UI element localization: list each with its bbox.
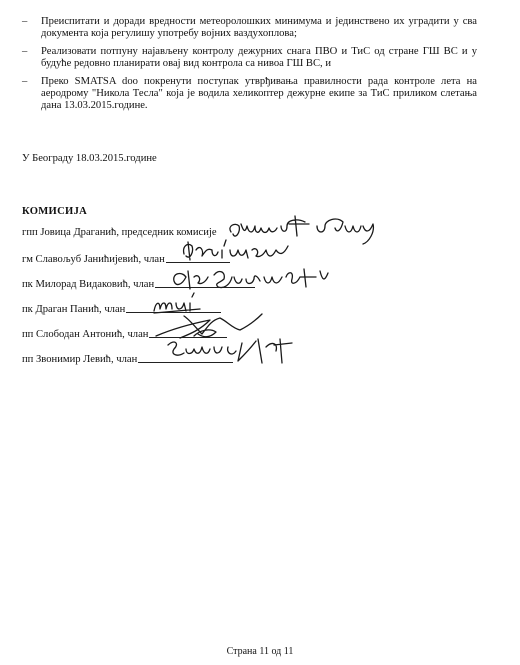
member-name: гпп Јовица Драганић, председник комисије: [22, 227, 217, 238]
list-item-text: Преиспитати и доради вредности метеоролошких минимума и јединствено их уградити у сва документа која регулишу употребу војних ваздухоплова;: [41, 16, 477, 40]
bullet-dash: –: [22, 45, 28, 57]
list-item: [22, 16, 477, 41]
list-item-text: Реализовати потпуну најављену контролу дежурних снага ПВО и ТиС од стране ГШ ВС и у будуће редовно планирати овај вид контрола са нивоа ГШ ВС, и: [41, 45, 477, 70]
bullet-dash: –: [22, 16, 28, 27]
bullet-dash: –: [22, 75, 28, 87]
list-item: [22, 76, 477, 113]
page-footer: Страна 11 од 11: [226, 646, 294, 657]
commission-title: КОМИСИЈА: [22, 206, 88, 217]
member-name: гм Славољуб Јанићијевић, члан: [22, 254, 165, 265]
member-name: пп Звонимир Левић, члан: [22, 354, 138, 365]
signature-levic: [162, 333, 302, 369]
member-name: пк Милорад Видаковић, члан: [22, 279, 155, 290]
member-name: пп Слободан Антонић, члан: [22, 329, 149, 340]
list-item: [22, 46, 477, 71]
list-item-text: Преко SMATSA doo покренути поступак утврђивања правилности рада контроле лета на аеродрому "Никола Тесла" која је водила хеликоптер дежурне екипе за ТиС приликом слетања дана 13.03.2015.године.: [41, 75, 477, 112]
conclusions-list: [22, 16, 477, 118]
member-name: пк Драган Панић, члан: [22, 304, 126, 315]
date-line: У Београду 18.03.2015.године: [22, 153, 157, 164]
